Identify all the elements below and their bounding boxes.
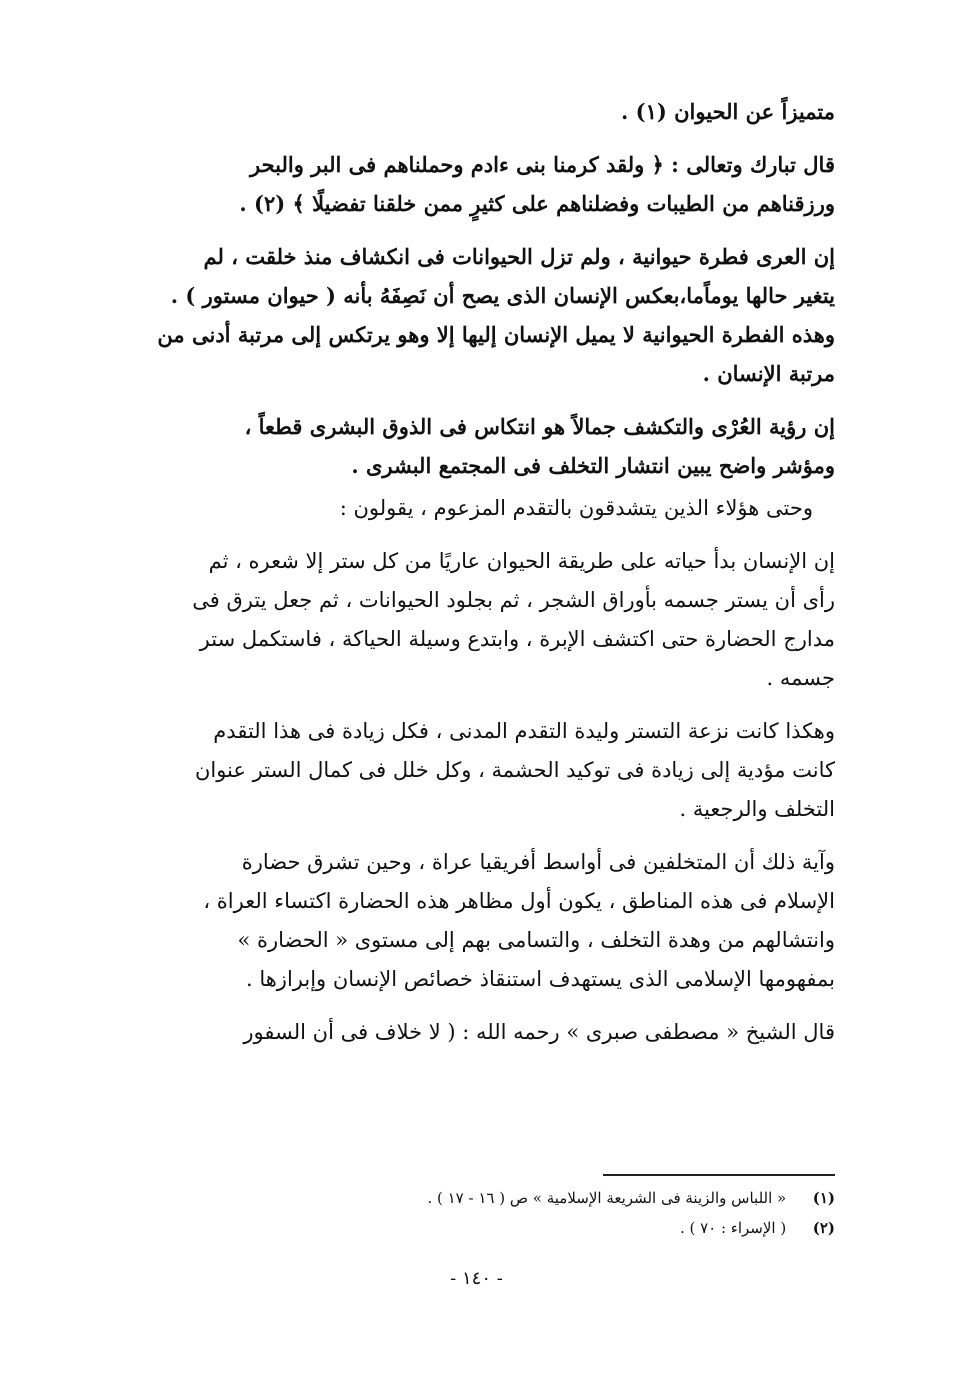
text-line: مدارج الحضارة حتى اكتشف الإبرة ، وابتدع وسيلة الحياكة ، فاستكمل ستر (199, 627, 835, 651)
text-line: إن رؤية العُرْى والتكشف جمالاً هو انتكاس فى الذوق البشرى قطعاً ، (244, 414, 835, 439)
footnote-text: ( الإسراء : ٧٠ ) . (679, 1219, 787, 1237)
text-line: يتغير حالها يوماًما،بعكس الإنسان الذى يصح أن نَصِفَهُ بأنه ( حيوان مستور ) . (170, 283, 835, 308)
text-line: قال تبارك وتعالى : ﴿ ولقد كرمنا بنى ءادم وحملناهم فى البر والبحر (250, 152, 835, 177)
text-line: وانتشالهم من وهدة التخلف ، والتسامى بهم إلى مستوى « الحضارة » (237, 928, 835, 952)
text-line: إن الإنسان بدأ حياته على طريقة الحيوان عاريًا من كل ستر إلا شعره ، ثم (208, 549, 835, 573)
paragraph (133, 489, 835, 528)
footnotes (133, 1183, 835, 1243)
footnote-text: « اللباس والزينة فى الشريعة الإسلامية » ص ( ١٦ - ١٧ ) . (427, 1189, 787, 1207)
paragraph (133, 407, 835, 485)
text-line: متميزاً عن الحيوان (١) . (621, 99, 835, 124)
text-line: وآية ذلك أن المتخلفين فى أواسط أفريقيا عراة ، وحين تشرق حضارة (241, 850, 835, 874)
text-line: التخلف والرجعية . (679, 797, 835, 821)
text-line: ورزقناهم من الطيبات وفضلناهم على كثيرٍ ممن خلقنا تفضيلًا ﴾ (٢) . (239, 191, 835, 216)
page-number: - ١٤٠ - (450, 1268, 503, 1289)
footnote-number: (١) (812, 1189, 835, 1207)
text-line: وهذه الفطرة الحيوانية لا يميل الإنسان إليها إلا وهو يرتكس إلى مرتبة أدنى من (157, 322, 835, 347)
text-line: جسمه . (766, 666, 835, 690)
footnote-divider (603, 1174, 835, 1176)
paragraph (133, 92, 835, 131)
paragraph (133, 237, 835, 393)
text-line: رأى أن يستر جسمه بأوراق الشجر ، ثم بجلود الحيوانات ، ثم جعل يترق فى (192, 588, 835, 612)
text-line: الإسلام فى هذه المناطق ، يكون أول مظاهر هذه الحضارة اكتساء العراة ، (203, 889, 835, 913)
text-line: وحتى هؤلاء الذين يتشدقون بالتقدم المزعوم ، يقولون : (339, 496, 813, 520)
paragraph (133, 712, 835, 829)
text-line: مرتبة الإنسان . (702, 361, 835, 386)
paragraph-quran-verse (133, 145, 835, 223)
paragraph (133, 843, 835, 999)
text-line: إن العرى فطرة حيوانية ، ولم تزل الحيوانات فى انكشاف منذ خلقت ، لم (203, 244, 835, 269)
text-line: كانت مؤدية إلى زيادة فى توكيد الحشمة ، وكل خلل فى كمال الستر عنوان (194, 758, 835, 782)
footnote-item (133, 1183, 835, 1213)
text-line: قال الشيخ « مصطفى صبرى » رحمه الله : ( لا خلاف فى أن السفور (243, 1020, 835, 1044)
footnote-item (133, 1213, 835, 1243)
body-text (133, 92, 835, 1066)
text-line: ومؤشر واضح يبين انتشار التخلف فى المجتمع البشرى . (351, 453, 835, 478)
paragraph (133, 542, 835, 698)
text-line: وهكذا كانت نزعة التستر وليدة التقدم المدنى ، فكل زيادة فى هذا التقدم (213, 719, 835, 743)
paragraph (133, 1013, 835, 1052)
text-line: بمفهومها الإسلامى الذى يستهدف استنقاذ خصائص الإنسان وإبرازها . (245, 967, 835, 991)
footnote-number: (٢) (812, 1219, 835, 1237)
